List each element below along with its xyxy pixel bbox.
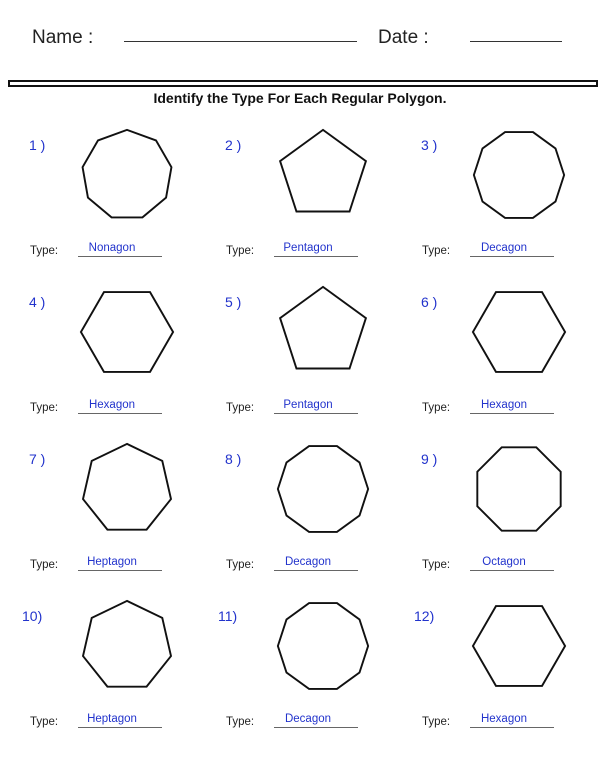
type-label: Type: [422,402,451,414]
title-divider [8,80,598,87]
polygon-figure [275,441,371,537]
problem-11 [196,596,392,753]
problem-number: 2 ) [225,137,242,153]
answer-text[interactable]: Pentagon [283,242,333,254]
polygon-figure [79,284,175,380]
answer-text[interactable]: Nonagon [88,242,136,254]
answer-field-line[interactable] [78,570,162,571]
problem-2 [196,125,392,282]
problem-number: 12) [414,608,435,624]
answer-field-line[interactable] [470,413,554,414]
type-label: Type: [30,402,59,414]
answer-field-line[interactable] [470,570,554,571]
problem-7 [0,439,196,596]
answer-text[interactable]: Hexagon [480,713,528,725]
problem-number: 11) [218,608,238,624]
type-label: Type: [30,559,59,571]
answer-text[interactable]: Hexagon [88,399,136,411]
type-label: Type: [30,716,59,728]
type-label: Type: [226,245,255,257]
answer-text[interactable]: Decagon [284,556,332,568]
answer-text[interactable]: Decagon [480,242,528,254]
answer-text[interactable]: Pentagon [283,399,333,411]
answer-text[interactable]: Decagon [284,713,332,725]
answer-field-line[interactable] [274,727,358,728]
date-field-line[interactable] [470,41,562,42]
problem-3 [392,125,588,282]
problem-6 [392,282,588,439]
polygon-figure [275,284,371,380]
problem-9 [392,439,588,596]
answer-field-line[interactable] [470,256,554,257]
problem-number: 1 ) [29,137,46,153]
type-label: Type: [422,716,451,728]
type-label: Type: [226,716,255,728]
problem-1 [0,125,196,282]
type-label: Type: [422,559,451,571]
type-label: Type: [226,559,255,571]
date-label: Date : [378,27,429,48]
polygon-figure [275,598,371,694]
polygon-figure [275,127,371,223]
problem-number: 7 ) [29,451,46,467]
answer-field-line[interactable] [274,256,358,257]
answer-field-line[interactable] [274,570,358,571]
type-label: Type: [226,402,255,414]
answer-text[interactable]: Octagon [482,556,526,568]
problem-number: 5 ) [225,294,242,310]
answer-text[interactable]: Hexagon [480,399,528,411]
polygon-figure [79,127,175,223]
answer-field-line[interactable] [274,413,358,414]
polygon-figure [471,598,567,694]
polygon-figure [79,598,175,694]
problem-number: 6 ) [421,294,438,310]
problem-number: 4 ) [29,294,46,310]
polygon-figure [471,441,567,537]
worksheet-title: Identify the Type For Each Regular Polygon. [153,90,447,106]
polygon-figure [79,441,175,537]
type-label: Type: [422,245,451,257]
answer-field-line[interactable] [470,727,554,728]
answer-field-line[interactable] [78,727,162,728]
problem-5 [196,282,392,439]
problem-number: 10) [22,608,43,624]
answer-field-line[interactable] [78,256,162,257]
problem-12 [392,596,588,753]
problem-number: 3 ) [421,137,438,153]
answer-field-line[interactable] [78,413,162,414]
problem-number: 8 ) [225,451,242,467]
answer-text[interactable]: Heptagon [87,556,137,568]
polygon-figure [471,127,567,223]
problem-4 [0,282,196,439]
polygon-figure [471,284,567,380]
name-field-line[interactable] [124,41,357,42]
problem-10 [0,596,196,753]
name-label: Name : [32,27,94,48]
problem-8 [196,439,392,596]
answer-text[interactable]: Heptagon [87,713,137,725]
problem-number: 9 ) [421,451,438,467]
type-label: Type: [30,245,59,257]
